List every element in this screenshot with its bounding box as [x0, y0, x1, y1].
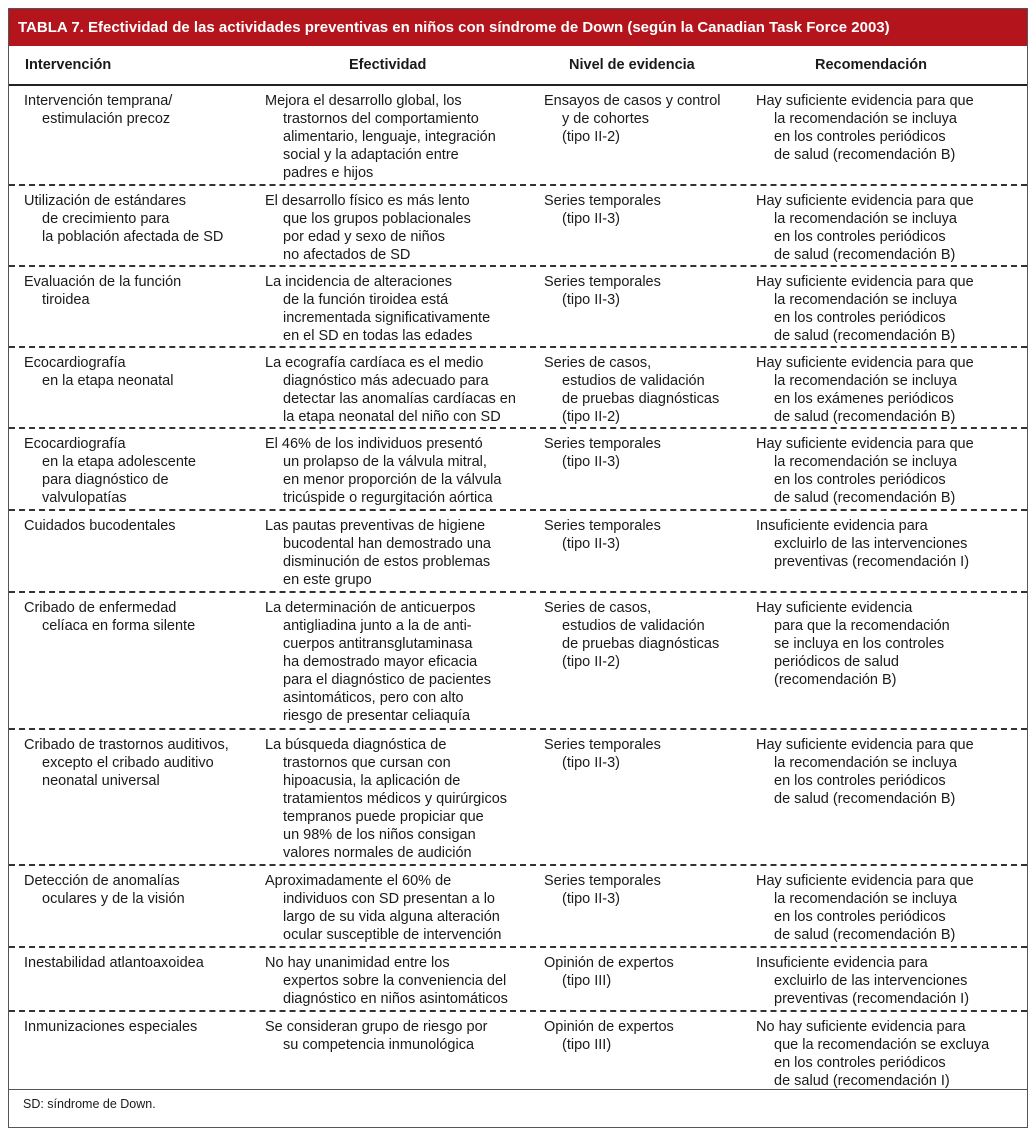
cell-line: la recomendación se incluya — [774, 755, 957, 771]
cell-efectividad — [265, 429, 541, 507]
cell-line: la población afectada de SD — [42, 229, 224, 245]
cell-line: Cribado de enfermedad — [24, 600, 177, 616]
cell-line: tricúspide o regurgitación aórtica — [283, 490, 493, 506]
cell-line: de salud (recomendación B) — [774, 490, 956, 506]
cell-line: (tipo III) — [562, 973, 612, 989]
cell-line: Hay suficiente evidencia para que — [756, 93, 974, 109]
cell-line: Inestabilidad atlantoaxoidea — [24, 955, 204, 971]
cell-line: asintomáticos, pero con alto — [283, 690, 464, 706]
cell-line: (tipo III) — [562, 1037, 612, 1053]
cell-efectividad — [265, 348, 541, 426]
cell-line: tratamientos médicos y quirúrgicos — [283, 791, 508, 807]
cell-line: de pruebas diagnósticas — [562, 636, 720, 652]
cell-line: ha demostrado mayor eficacia — [283, 654, 478, 670]
cell-efectividad — [265, 593, 541, 725]
cell-line: de pruebas diagnósticas — [562, 391, 720, 407]
cell-line: su competencia inmunológica — [283, 1037, 475, 1053]
cell-line: celíaca en forma silente — [42, 618, 196, 634]
cell-line: de salud (recomendación B) — [774, 247, 956, 263]
cell-line: Opinión de expertos — [544, 1019, 674, 1035]
cell-line: y de cohortes — [562, 111, 650, 127]
cell-nivel-evidencia — [544, 1012, 754, 1054]
cell-recomendacion — [756, 186, 1024, 264]
cell-line: disminución de estos problemas — [283, 554, 491, 570]
cell-line: (tipo II-3) — [562, 891, 621, 907]
table-row — [9, 186, 1027, 267]
table-frame — [8, 8, 1028, 1128]
cell-line: Insuficiente evidencia para — [756, 518, 928, 534]
cell-line: para el diagnóstico de pacientes — [283, 672, 491, 688]
cell-line: la recomendación se incluya — [774, 454, 957, 470]
cell-line: Insuficiente evidencia para — [756, 955, 928, 971]
cell-line: excluirlo de las intervenciones — [774, 536, 968, 552]
cell-line: Aproximadamente el 60% de — [265, 873, 452, 889]
cell-nivel-evidencia — [544, 86, 754, 146]
header-recomendacion: Recomendación — [815, 57, 927, 73]
cell-line: en los controles periódicos — [774, 472, 946, 488]
cell-efectividad — [265, 511, 541, 589]
cell-line: Cribado de trastornos auditivos, — [24, 737, 229, 753]
cell-line: Evaluación de la función — [24, 274, 182, 290]
cell-line: en los controles periódicos — [774, 229, 946, 245]
cell-line: diagnóstico en niños asintomáticos — [283, 991, 508, 1007]
cell-line: la recomendación se incluya — [774, 292, 957, 308]
cell-line: en los controles periódicos — [774, 773, 946, 789]
cell-line: (tipo II-3) — [562, 292, 621, 308]
cell-line: (tipo II-3) — [562, 536, 621, 552]
cell-line: de salud (recomendación B) — [774, 791, 956, 807]
cell-recomendacion — [756, 86, 1024, 164]
cell-intervencion — [24, 730, 264, 790]
table-row — [9, 86, 1027, 186]
cell-line: estimulación precoz — [42, 111, 171, 127]
cell-line: Se consideran grupo de riesgo por — [265, 1019, 488, 1035]
cell-efectividad — [265, 730, 541, 862]
cell-line: (tipo II-2) — [562, 129, 621, 145]
cell-line: ocular susceptible de intervención — [283, 927, 502, 943]
cell-nivel-evidencia — [544, 267, 754, 309]
cell-line: de la función tiroidea está — [283, 292, 449, 308]
cell-line: en los controles periódicos — [774, 909, 946, 925]
cell-line: La determinación de anticuerpos — [265, 600, 476, 616]
cell-recomendacion — [756, 267, 1024, 345]
cell-line: Series de casos, — [544, 600, 652, 616]
cell-line: valvulopatías — [42, 490, 127, 506]
table-row — [9, 730, 1027, 866]
cell-line: Series temporales — [544, 737, 661, 753]
cell-efectividad — [265, 948, 541, 1008]
cell-line: Ecocardiografía — [24, 355, 126, 371]
cell-line: hipoacusia, la aplicación de — [283, 773, 461, 789]
cell-line: de salud (recomendación I) — [774, 1073, 950, 1089]
cell-line: (tipo II-3) — [562, 454, 621, 470]
cell-line: de salud (recomendación B) — [774, 409, 956, 425]
cell-line: estudios de validación — [562, 373, 705, 389]
header-intervencion: Intervención — [25, 57, 112, 73]
cell-line: La incidencia de alteraciones — [265, 274, 453, 290]
cell-line: Ensayos de casos y control — [544, 93, 721, 109]
cell-efectividad — [265, 186, 541, 264]
cell-line: en el SD en todas las edades — [283, 328, 473, 344]
table-row — [9, 429, 1027, 511]
cell-line: en la etapa adolescente — [42, 454, 196, 470]
cell-line: individuos con SD presentan a lo — [283, 891, 495, 907]
cell-line: de crecimiento para — [42, 211, 170, 227]
cell-line: en los controles periódicos — [774, 310, 946, 326]
cell-line: por edad y sexo de niños — [283, 229, 446, 245]
cell-line: excepto el cribado auditivo — [42, 755, 214, 771]
cell-recomendacion — [756, 511, 1024, 571]
cell-line: bucodental han demostrado una — [283, 536, 491, 552]
cell-line: se incluya en los controles — [774, 636, 945, 652]
cell-recomendacion — [756, 593, 1024, 689]
cell-line: estudios de validación — [562, 618, 705, 634]
cell-line: excluirlo de las intervenciones — [774, 973, 968, 989]
cell-line: Ecocardiografía — [24, 436, 126, 452]
cell-line: preventivas (recomendación I) — [774, 991, 970, 1007]
table-row — [9, 866, 1027, 948]
cell-line: periódicos de salud — [774, 654, 899, 670]
cell-intervencion — [24, 593, 264, 635]
table-header — [9, 46, 1027, 86]
cell-recomendacion — [756, 866, 1024, 944]
cell-line: para que la recomendación — [774, 618, 950, 634]
cell-efectividad — [265, 86, 541, 182]
table-title: TABLA 7. Efectividad de las actividades preventivas en niños con síndrome de Down (según la Canadian Task Force 2003) — [9, 9, 1027, 46]
cell-intervencion — [24, 948, 264, 972]
cell-line: El desarrollo físico es más lento — [265, 193, 470, 209]
cell-line: detectar las anomalías cardíacas en — [283, 391, 516, 407]
cell-intervencion — [24, 348, 264, 390]
table-row — [9, 348, 1027, 429]
cell-line: en los controles periódicos — [774, 1055, 946, 1071]
cell-line: Hay suficiente evidencia — [756, 600, 913, 616]
cell-line: neonatal universal — [42, 773, 160, 789]
cell-line: no afectados de SD — [283, 247, 411, 263]
cell-line: trastornos del comportamiento — [283, 111, 479, 127]
cell-line: en menor proporción de la válvula — [283, 472, 502, 488]
cell-recomendacion — [756, 429, 1024, 507]
cell-line: Series temporales — [544, 274, 661, 290]
cell-line: Opinión de expertos — [544, 955, 674, 971]
cell-line: Mejora el desarrollo global, los — [265, 93, 462, 109]
cell-line: Hay suficiente evidencia para que — [756, 274, 974, 290]
cell-line: la recomendación se incluya — [774, 111, 957, 127]
cell-line: de salud (recomendación B) — [774, 147, 956, 163]
cell-line: (tipo II-2) — [562, 654, 621, 670]
cell-line: riesgo de presentar celiaquía — [283, 708, 471, 724]
cell-line: un prolapso de la válvula mitral, — [283, 454, 487, 470]
table-row — [9, 511, 1027, 593]
cell-line: La búsqueda diagnóstica de — [265, 737, 447, 753]
cell-line: la recomendación se incluya — [774, 211, 957, 227]
cell-intervencion — [24, 186, 264, 246]
cell-efectividad — [265, 267, 541, 345]
table-body — [9, 86, 1027, 1090]
cell-line: Hay suficiente evidencia para que — [756, 355, 974, 371]
cell-efectividad — [265, 866, 541, 944]
cell-intervencion — [24, 866, 264, 908]
cell-line: en la etapa neonatal — [42, 373, 174, 389]
cell-line: (tipo II-3) — [562, 755, 621, 771]
cell-nivel-evidencia — [544, 866, 754, 908]
cell-line: en este grupo — [283, 572, 372, 588]
cell-line: social y la adaptación entre — [283, 147, 459, 163]
cell-line: Series de casos, — [544, 355, 652, 371]
cell-line: Cuidados bucodentales — [24, 518, 176, 534]
table-row — [9, 948, 1027, 1012]
cell-nivel-evidencia — [544, 593, 754, 671]
cell-line: Series temporales — [544, 873, 661, 889]
cell-line: Las pautas preventivas de higiene — [265, 518, 486, 534]
cell-line: Series temporales — [544, 518, 661, 534]
header-nivel-evidencia: Nivel de evidencia — [569, 57, 695, 73]
cell-nivel-evidencia — [544, 348, 754, 426]
table-row — [9, 593, 1027, 730]
cell-line: que la recomendación se excluya — [774, 1037, 990, 1053]
cell-line: La ecografía cardíaca es el medio — [265, 355, 484, 371]
cell-line: El 46% de los individuos presentó — [265, 436, 483, 452]
cell-line: la etapa neonatal del niño con SD — [283, 409, 501, 425]
cell-recomendacion — [756, 730, 1024, 808]
cell-line: Hay suficiente evidencia para que — [756, 737, 974, 753]
cell-intervencion — [24, 429, 264, 507]
cell-line: expertos sobre la conveniencia del — [283, 973, 507, 989]
cell-line: padres e hijos — [283, 165, 374, 181]
cell-line: un 98% de los niños consigan — [283, 827, 476, 843]
cell-line: Hay suficiente evidencia para que — [756, 193, 974, 209]
cell-line: tempranos puede propiciar que — [283, 809, 484, 825]
cell-line: No hay suficiente evidencia para — [756, 1019, 966, 1035]
cell-intervencion — [24, 511, 264, 535]
cell-line: preventivas (recomendación I) — [774, 554, 970, 570]
cell-line: de salud (recomendación B) — [774, 927, 956, 943]
cell-line: en los controles periódicos — [774, 129, 946, 145]
cell-intervencion — [24, 86, 264, 128]
footnote: SD: síndrome de Down. — [23, 1097, 156, 1111]
cell-line: Intervención temprana/ — [24, 93, 173, 109]
cell-line: Utilización de estándares — [24, 193, 187, 209]
cell-line: tiroidea — [42, 292, 90, 308]
header-efectividad: Efectividad — [349, 57, 427, 73]
cell-line: antigliadina junto a la de anti- — [283, 618, 472, 634]
cell-line: Inmunizaciones especiales — [24, 1019, 198, 1035]
cell-line: de salud (recomendación B) — [774, 328, 956, 344]
cell-line: No hay unanimidad entre los — [265, 955, 450, 971]
cell-intervencion — [24, 267, 264, 309]
table-row — [9, 1012, 1027, 1090]
cell-recomendacion — [756, 348, 1024, 426]
cell-line: (tipo II-2) — [562, 409, 621, 425]
cell-line: largo de su vida alguna alteración — [283, 909, 500, 925]
cell-line: que los grupos poblacionales — [283, 211, 471, 227]
cell-line: oculares y de la visión — [42, 891, 185, 907]
cell-line: alimentario, lenguaje, integración — [283, 129, 496, 145]
cell-intervencion — [24, 1012, 264, 1036]
cell-line: Hay suficiente evidencia para que — [756, 436, 974, 452]
cell-line: la recomendación se incluya — [774, 373, 957, 389]
cell-nivel-evidencia — [544, 429, 754, 471]
cell-nivel-evidencia — [544, 511, 754, 553]
cell-nivel-evidencia — [544, 186, 754, 228]
cell-line: diagnóstico más adecuado para — [283, 373, 489, 389]
cell-line: cuerpos antitransglutaminasa — [283, 636, 473, 652]
cell-line: Hay suficiente evidencia para que — [756, 873, 974, 889]
cell-line: en los exámenes periódicos — [774, 391, 954, 407]
cell-line: incrementada significativamente — [283, 310, 491, 326]
cell-line: valores normales de audición — [283, 845, 472, 861]
cell-line: la recomendación se incluya — [774, 891, 957, 907]
cell-nivel-evidencia — [544, 948, 754, 990]
cell-line: trastornos que cursan con — [283, 755, 451, 771]
cell-line: Series temporales — [544, 436, 661, 452]
cell-line: para diagnóstico de — [42, 472, 169, 488]
cell-nivel-evidencia — [544, 730, 754, 772]
cell-recomendacion — [756, 948, 1024, 1008]
cell-efectividad — [265, 1012, 541, 1054]
cell-line: (tipo II-3) — [562, 211, 621, 227]
cell-line: (recomendación B) — [774, 672, 897, 688]
table-row — [9, 267, 1027, 348]
cell-line: Detección de anomalías — [24, 873, 180, 889]
cell-line: Series temporales — [544, 193, 661, 209]
cell-recomendacion — [756, 1012, 1024, 1090]
